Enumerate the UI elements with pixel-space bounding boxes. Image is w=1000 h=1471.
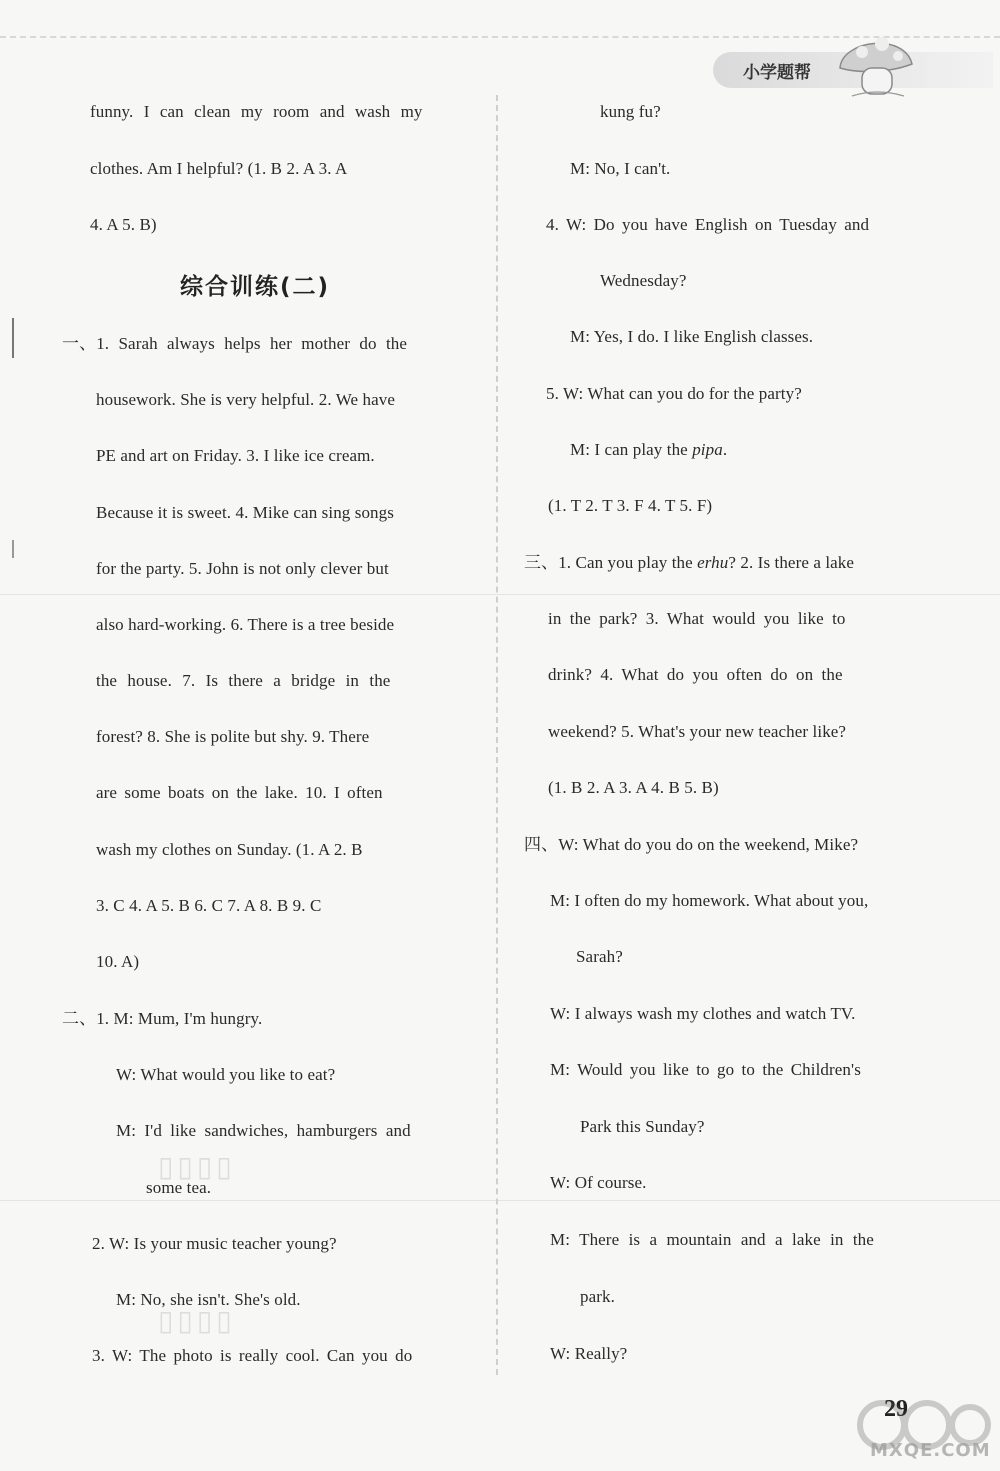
text-line: the house. 7. Is there a bridge in the [96,671,391,690]
text-line: funny. I can clean my room and wash my [90,102,423,121]
text-line: 4. A 5. B) [90,215,157,234]
text-line: clothes. Am I helpful? (1. B 2. A 3. A [90,159,348,178]
text-line: Wednesday? [600,271,687,290]
text-line: some tea. [146,1178,212,1197]
faint-watermark-stamp: ▯▯▯▯ [158,1150,236,1183]
text-line: 一、1. Sarah always helps her mother do the [62,334,408,353]
text-line: weekend? 5. What's your new teacher like? [548,722,847,741]
text-line: W: What would you like to eat? [116,1065,336,1084]
text-line: drink? 4. What do you often do on the [548,665,843,684]
text-line: park. [580,1287,615,1306]
text-line: 4. W: Do you have English on Tuesday and [546,215,870,234]
scan-fold-line [0,594,1000,595]
text-line: W: Of course. [550,1173,647,1192]
text-line: 3. W: The photo is really cool. Can you do [92,1346,413,1365]
watermark-text: MXQE.COM [870,1440,991,1461]
text-line: M: There is a mountain and a lake in the [550,1230,874,1249]
text-line: Because it is sweet. 4. Mike can sing songs [96,503,394,522]
text-line: kung fu? [600,102,661,121]
text-line: in the park? 3. What would you like to [548,609,846,628]
text-line: M: No, I can't. [570,159,671,178]
text-line: M: I often do my homework. What about you, [550,891,869,910]
text-line: M: I can play the pipa. [570,440,728,459]
text-line: (1. T 2. T 3. F 4. T 5. F) [548,496,713,515]
text-line: PE and art on Friday. 3. I like ice cream. [96,446,375,465]
header-badge-label: 小学题帮 [743,63,811,83]
text-line: M: I'd like sandwiches, hamburgers and [116,1121,411,1140]
text-line: forest? 8. She is polite but shy. 9. There [96,727,370,746]
column-divider [496,95,498,1375]
text-line: 10. A) [96,952,140,971]
text-line: 三、1. Can you play the erhu? 2. Is there a lake [524,553,855,572]
scan-edge-mark [12,540,14,558]
text-line: housework. She is very helpful. 2. We have [96,390,396,409]
scan-edge-mark [12,318,14,358]
text-line: W: I always wash my clothes and watch TV. [550,1004,856,1023]
text-line: M: Would you like to go to the Children's [550,1060,861,1079]
mushroom-logo-icon [832,26,922,104]
text-line: wash my clothes on Sunday. (1. A 2. B [96,840,363,859]
text-line: 二、1. M: Mum, I'm hungry. [62,1009,263,1028]
text-line: also hard-working. 6. There is a tree beside [96,615,395,634]
text-line: M: No, she isn't. She's old. [116,1290,301,1309]
text-line: Sarah? [576,947,623,966]
text-line: W: Really? [550,1344,628,1363]
text-line: are some boats on the lake. 10. I often [96,783,383,802]
page-number: 29 [884,1396,908,1422]
text-line: M: Yes, I do. I like English classes. [570,327,814,346]
text-line: 5. W: What can you do for the party? [546,384,802,403]
text-line: 四、W: What do you do on the weekend, Mike? [524,835,859,854]
faint-watermark-stamp: ▯▯▯▯ [158,1304,236,1337]
text-line: Park this Sunday? [580,1117,705,1136]
text-line: for the party. 5. John is not only clever but [96,559,389,578]
text-line: 3. C 4. A 5. B 6. C 7. A 8. B 9. C [96,896,322,915]
text-line: (1. B 2. A 3. A 4. B 5. B) [548,778,719,797]
section-title: 综合训练(二) [180,274,331,300]
scan-fold-line [0,1200,1000,1201]
text-line: 2. W: Is your music teacher young? [92,1234,337,1253]
